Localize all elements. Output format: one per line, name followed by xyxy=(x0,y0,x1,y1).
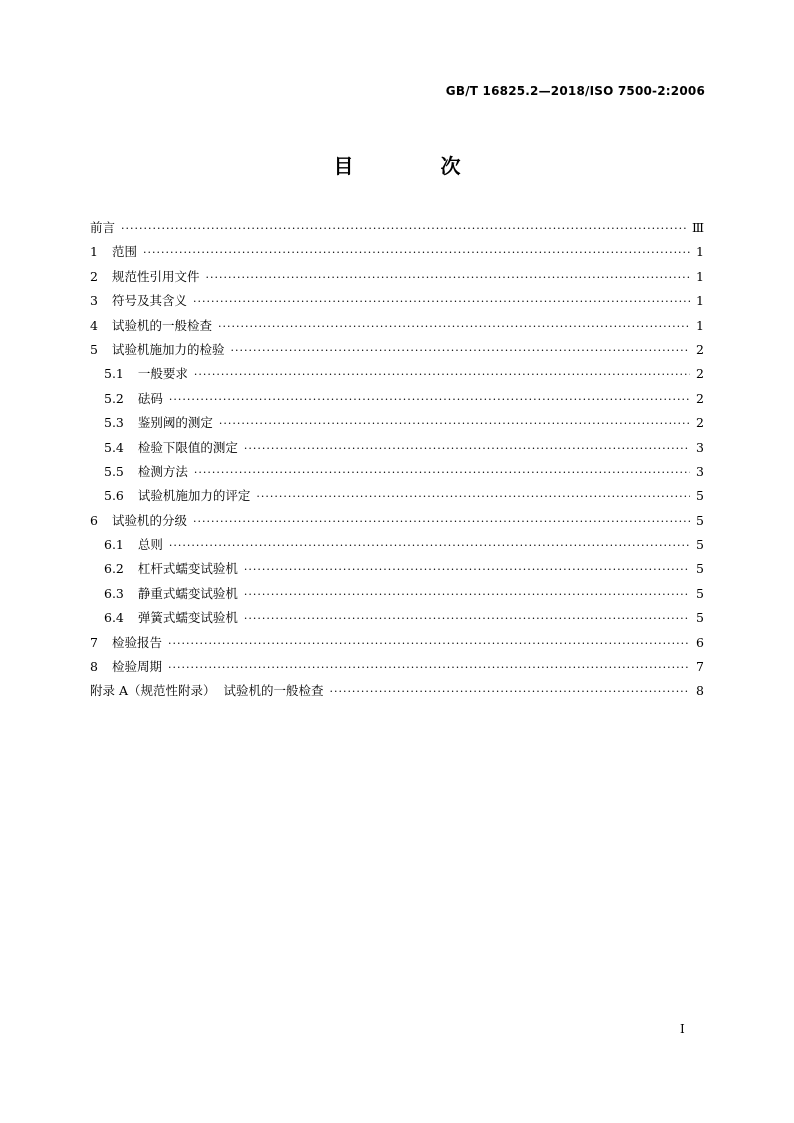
toc-dot-leader xyxy=(230,339,690,363)
toc-entry-label: 检验周期 xyxy=(111,659,162,675)
toc-entry[interactable] xyxy=(90,679,704,703)
toc-entry-page: 3 xyxy=(696,439,704,455)
toc-entry-page: 2 xyxy=(696,390,704,406)
toc-dot-leader xyxy=(244,583,690,607)
toc-entry-number: 5.2 xyxy=(104,390,124,406)
toc-entry-page: 5 xyxy=(696,512,704,528)
toc-entry-page: 2 xyxy=(696,415,704,431)
toc-dot-leader xyxy=(121,217,686,241)
toc-entry-label: 符号及其含义 xyxy=(111,293,187,309)
toc-entry[interactable] xyxy=(90,631,704,655)
toc-entry-page: 1 xyxy=(696,244,704,260)
toc-entry[interactable] xyxy=(90,289,704,313)
toc-entry[interactable] xyxy=(90,338,704,362)
toc-entry-number: 5.1 xyxy=(104,366,124,382)
toc-entry-number: 5.3 xyxy=(104,415,124,431)
toc-dot-leader xyxy=(244,558,690,582)
toc-entry-label: 试验机的分级 xyxy=(111,512,187,528)
toc-entry-page: 3 xyxy=(696,463,704,479)
toc-entry-number: 6.3 xyxy=(104,585,124,601)
toc-entry-page: 6 xyxy=(696,634,704,650)
toc-entry[interactable] xyxy=(90,411,704,435)
toc-entry-number: 1 xyxy=(90,244,98,260)
toc-dot-leader xyxy=(193,510,690,534)
toc-dot-leader xyxy=(168,632,690,656)
toc-entry-number: 4 xyxy=(90,317,98,333)
toc-entry[interactable] xyxy=(90,460,704,484)
toc-entry-label: 试验机施加力的检验 xyxy=(111,341,225,357)
toc-entry-label: 检测方法 xyxy=(137,463,188,479)
toc-entry[interactable] xyxy=(90,314,704,338)
toc-entry-page: 1 xyxy=(696,268,704,284)
toc-entry-label: 杠杆式蠕变试验机 xyxy=(137,561,238,577)
toc-entry[interactable] xyxy=(90,533,704,557)
toc-entry-number: 5.6 xyxy=(104,488,124,504)
toc-entry-page: 5 xyxy=(696,610,704,626)
toc-entry-number: 3 xyxy=(90,293,98,309)
table-of-contents xyxy=(90,216,704,704)
toc-entry-label: 弹簧式蠕变试验机 xyxy=(137,610,238,626)
toc-entry-number: 2 xyxy=(90,268,98,284)
toc-entry-label: 范围 xyxy=(111,244,137,260)
toc-entry-page: 5 xyxy=(696,537,704,553)
toc-entry-page: 5 xyxy=(696,585,704,601)
toc-dot-leader xyxy=(219,412,690,436)
toc-entry-label: 鉴别阈的测定 xyxy=(137,415,213,431)
toc-entry[interactable] xyxy=(90,655,704,679)
toc-entry-page: 1 xyxy=(696,293,704,309)
toc-entry[interactable] xyxy=(90,387,704,411)
toc-dot-leader xyxy=(169,534,690,558)
toc-entry-number: 6.4 xyxy=(104,610,124,626)
toc-entry-label: 试验机施加力的评定 xyxy=(137,488,251,504)
toc-entry-label: 砝码 xyxy=(137,390,163,406)
toc-entry-label: 规范性引用文件 xyxy=(111,268,200,284)
toc-entry-number: 8 xyxy=(90,659,98,675)
toc-dot-leader xyxy=(193,290,690,314)
toc-dot-leader xyxy=(244,437,690,461)
toc-entry[interactable] xyxy=(90,606,704,630)
toc-entry[interactable] xyxy=(90,582,704,606)
toc-dot-leader xyxy=(143,241,690,265)
toc-dot-leader xyxy=(218,315,690,339)
toc-entry[interactable] xyxy=(90,240,704,264)
toc-entry-page: 2 xyxy=(696,366,704,382)
toc-entry-label: 总则 xyxy=(137,537,163,553)
toc-entry[interactable] xyxy=(90,484,704,508)
toc-dot-leader xyxy=(194,363,690,387)
toc-entry-number: 5 xyxy=(90,341,98,357)
toc-entry-label: 一般要求 xyxy=(137,366,188,382)
toc-entry-page: 8 xyxy=(696,683,704,699)
toc-entry-number: 6.2 xyxy=(104,561,124,577)
toc-entry-number: 7 xyxy=(90,634,98,650)
toc-dot-leader xyxy=(256,485,690,509)
toc-entry-page: 5 xyxy=(696,561,704,577)
toc-entry-label: 试验机的一般检查 xyxy=(111,317,212,333)
toc-dot-leader xyxy=(169,388,690,412)
toc-dot-leader xyxy=(329,680,690,704)
toc-entry[interactable] xyxy=(90,216,704,240)
toc-dot-leader xyxy=(205,266,690,290)
toc-entry[interactable] xyxy=(90,265,704,289)
toc-entry[interactable] xyxy=(90,557,704,581)
standard-code: GB/T 16825.2—2018/ISO 7500-2:2006 xyxy=(445,84,705,98)
toc-entry-label: 检验下限值的测定 xyxy=(137,439,238,455)
toc-entry-number: 6 xyxy=(90,512,98,528)
toc-entry-page: Ⅲ xyxy=(691,220,704,235)
toc-dot-leader xyxy=(168,656,690,680)
toc-entry-label: 前言 xyxy=(90,220,116,235)
toc-entry[interactable] xyxy=(90,509,704,533)
toc-entry-number: 5.4 xyxy=(104,439,124,455)
toc-entry[interactable] xyxy=(90,362,704,386)
page-number: I xyxy=(680,1022,685,1036)
toc-dot-leader xyxy=(244,607,690,631)
toc-dot-leader xyxy=(194,461,690,485)
toc-entry[interactable] xyxy=(90,436,704,460)
toc-entry-number: 5.5 xyxy=(104,463,124,479)
toc-entry-page: 7 xyxy=(696,659,704,675)
toc-entry-number: 6.1 xyxy=(104,537,124,553)
toc-entry-page: 5 xyxy=(696,488,704,504)
toc-entry-page: 2 xyxy=(696,341,704,357)
toc-entry-label: 静重式蠕变试验机 xyxy=(137,585,238,601)
toc-entry-label: 检验报告 xyxy=(111,634,162,650)
toc-entry-page: 1 xyxy=(696,317,704,333)
toc-entry-label: 附录 A（规范性附录） 试验机的一般检查 xyxy=(90,683,324,699)
page-title: 目 次 xyxy=(333,154,501,178)
